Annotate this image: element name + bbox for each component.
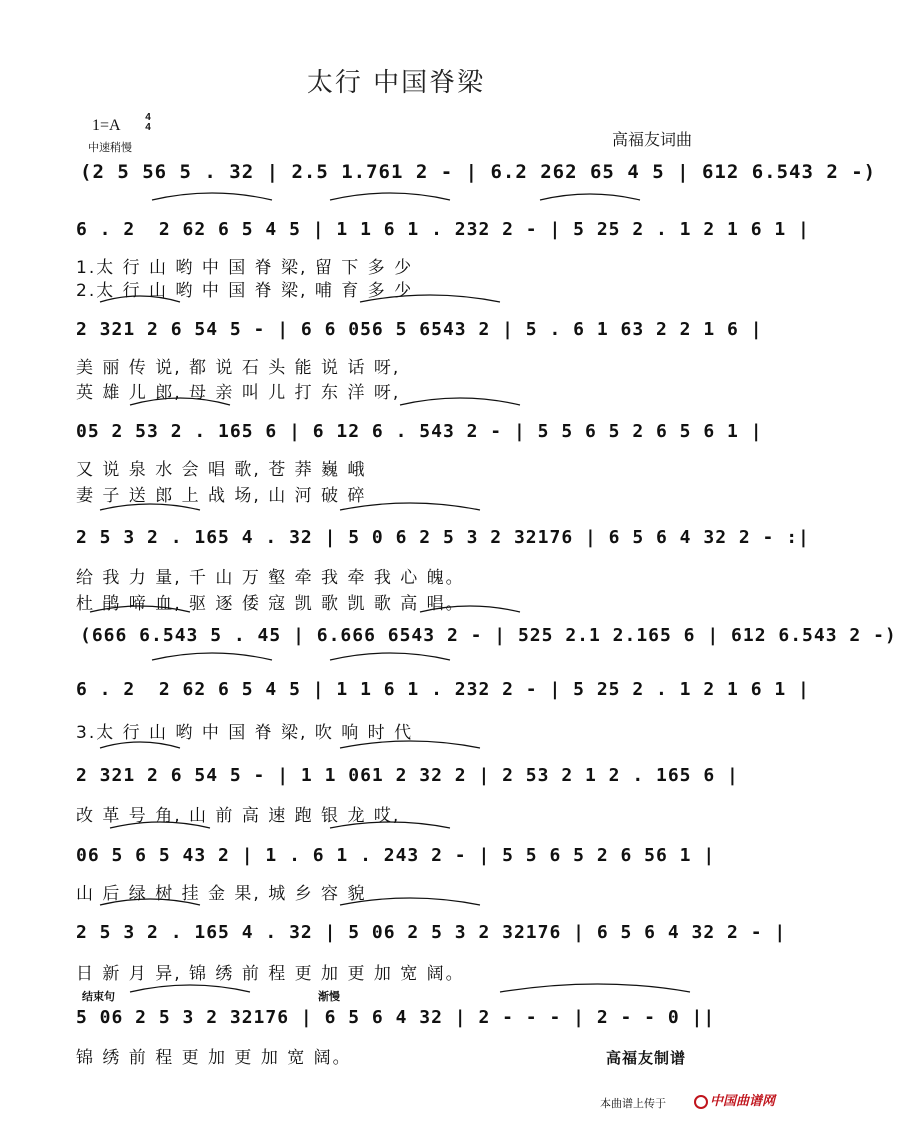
site-logo-text: 中国曲谱网 xyxy=(710,1094,776,1109)
lyrics-verse3-line1: 3.太 行 山 哟 中 国 脊 梁, 吹 响 时 代 xyxy=(76,723,414,743)
lyrics-verse3-line2: 改 革 号 角, 山 前 高 速 跑 银 龙 哎, xyxy=(76,806,401,826)
ritardando-label: 渐慢 xyxy=(318,990,340,1003)
page-title: 太行 中国脊梁 xyxy=(306,68,486,98)
lyrics-verse2-line4: 杜 鹃 啼 血, 驱 逐 倭 寇 凯 歌 凯 歌 高 唱。 xyxy=(76,594,465,614)
lyrics-verse2-line1: 2.太 行 山 哟 中 国 脊 梁, 哺 育 多 少 xyxy=(76,281,414,301)
time-signature-bottom: 4 xyxy=(145,122,151,133)
lyrics-verse2-line2: 英 雄 儿 郎, 母 亲 叫 儿 打 东 洋 呀, xyxy=(76,383,401,403)
transcriber-credit: 高福友制谱 xyxy=(606,1049,687,1067)
notation-line-6: (666 6.543 5 . 45 | 6.666 6543 2 - | 525 2.1 2.165 6 | 612 6.543 2 -) xyxy=(80,625,897,646)
lyrics-verse1-line2: 美 丽 传 说, 都 说 石 头 能 说 话 呀, xyxy=(76,358,401,378)
time-signature-top: 4 xyxy=(145,112,151,123)
notation-line-4: 05 2 53 2 . 165 6 | 6 12 6 . 543 2 - | 5 5 6 5 2 6 5 6 1 | xyxy=(76,421,763,442)
notation-line-2: 6 . 2 2 62 6 5 4 5 | 1 1 6 1 . 232 2 - | 5 25 2 . 1 2 1 6 1 | xyxy=(76,219,810,240)
notation-line-11: 5 06 2 5 3 2 32176 | 6 5 6 4 32 | 2 - - - | 2 - - 0 || xyxy=(76,1007,716,1028)
time-signature xyxy=(143,113,153,133)
slur xyxy=(330,193,450,200)
notation-line-5: 2 5 3 2 . 165 4 . 32 | 5 0 6 2 5 3 2 32176 | 6 5 6 4 32 2 - :| xyxy=(76,527,810,548)
notation-line-10: 2 5 3 2 . 165 4 . 32 | 5 06 2 5 3 2 32176 | 6 5 6 4 32 2 - | xyxy=(76,922,787,943)
slur xyxy=(130,985,250,992)
site-logo-icon xyxy=(694,1095,708,1109)
lyrics-verse2-line3: 妻 子 送 郎 上 战 场, 山 河 破 碎 xyxy=(76,486,367,506)
slur xyxy=(152,193,272,200)
lyrics-verse3-line3: 山 后 绿 树 挂 金 果, 城 乡 容 貌 xyxy=(76,884,367,904)
slur xyxy=(540,194,640,200)
notation-line-1: (2 5 56 5 . 32 | 2.5 1.761 2 - | 6.2 262 65 4 5 | 612 6.543 2 -) xyxy=(80,161,877,183)
notation-line-3: 2 321 2 6 54 5 - | 6 6 056 5 6543 2 | 5 . 6 1 63 2 2 1 6 | xyxy=(76,319,763,340)
footer-text: 本曲谱上传于 xyxy=(600,1097,666,1110)
site-logo xyxy=(694,1090,775,1109)
notation-line-8: 2 321 2 6 54 5 - | 1 1 061 2 32 2 | 2 53 2 1 2 . 165 6 | xyxy=(76,765,739,786)
tempo-marking: 中速稍慢 xyxy=(88,141,132,154)
coda-label: 结束句 xyxy=(82,990,115,1003)
composer-credit: 高福友词曲 xyxy=(612,130,693,149)
notation-line-7: 6 . 2 2 62 6 5 4 5 | 1 1 6 1 . 232 2 - | 5 25 2 . 1 2 1 6 1 | xyxy=(76,679,810,700)
lyrics-coda: 锦 绣 前 程 更 加 更 加 宽 阔。 xyxy=(76,1048,352,1068)
lyrics-verse1-line1: 1.太 行 山 哟 中 国 脊 梁, 留 下 多 少 xyxy=(76,258,414,278)
key-signature: 1=A xyxy=(92,117,121,134)
notation-line-9: 06 5 6 5 43 2 | 1 . 6 1 . 243 2 - | 5 5 6 5 2 6 56 1 | xyxy=(76,845,716,866)
lyrics-verse1-line4: 给 我 力 量, 千 山 万 壑 牵 我 牵 我 心 魄。 xyxy=(76,568,465,588)
lyrics-verse3-line4: 日 新 月 异, 锦 绣 前 程 更 加 更 加 宽 阔。 xyxy=(76,964,465,984)
lyrics-verse1-line3: 又 说 泉 水 会 唱 歌, 苍 莽 巍 峨 xyxy=(76,460,367,480)
